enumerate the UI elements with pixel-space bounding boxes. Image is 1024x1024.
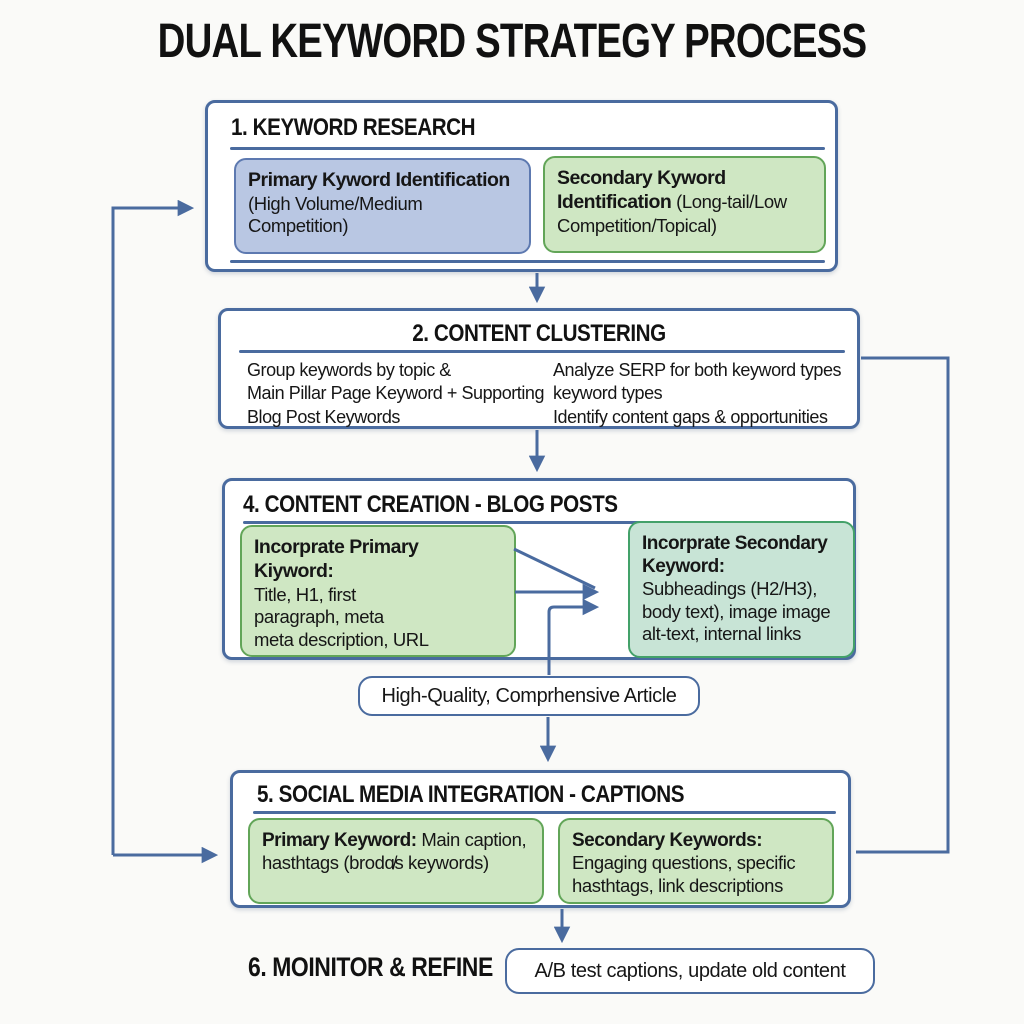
note-article-label: High-Quality, Comprhensive Article: [381, 684, 677, 707]
creation-primary-line: Title, H1, first: [254, 583, 356, 605]
clustering-left-line: Blog Post Keywords: [247, 406, 400, 427]
divider: [239, 350, 845, 353]
creation-secondary-line: Subheadings (H2/H3),: [642, 578, 818, 600]
note-ab-test: [505, 948, 875, 994]
box-keyword-research: [205, 100, 838, 272]
divider: [253, 811, 836, 814]
clustering-left-line: Main Pillar Page Keyword + Supporting: [247, 383, 545, 404]
creation-secondary-line: alt-text, internal links: [642, 623, 802, 645]
clustering-right-line: keyword types: [553, 383, 663, 404]
divider: [230, 260, 825, 263]
chip-social-primary-bold: Primary Keyword:: [262, 830, 417, 851]
chip-social-secondary: [558, 818, 834, 904]
social-secondary-line: hasthtags, link descriptions: [572, 874, 783, 896]
chip-social-primary-line2: hasthtags (brodɑ̸s keywords): [262, 852, 489, 874]
note-ab-test-label: A/B test captions, update old content: [534, 959, 846, 982]
creation-primary-line: meta description, URL: [254, 628, 429, 650]
chip-primary-rest: (High Volume/Medium Competition): [248, 192, 423, 237]
chip-secondary-bold: Secondary Kyword Identification: [557, 167, 726, 213]
chip-social-primary: [248, 818, 544, 904]
chip-secondary-rest: (Long-tail/Low Competition/Topical): [557, 190, 787, 236]
heading-content-clustering: 2. CONTENT CLUSTERING: [412, 320, 666, 347]
box-content-clustering: [218, 308, 860, 429]
box-content-creation: [222, 478, 856, 660]
clustering-right-line: Identify content gaps & opportunities: [553, 406, 828, 427]
chip-primary-keyword-identification: [234, 158, 531, 254]
creation-secondary-line: body text), image image: [642, 600, 831, 622]
clustering-left-line: Group keywords by topic &: [247, 360, 451, 380]
heading-social-media: 5. SOCIAL MEDIA INTEGRATION - CAPTIONS: [257, 781, 685, 808]
box-social-media: [230, 770, 851, 908]
clustering-right-column: [553, 359, 859, 429]
chip-social-secondary-bold: Secondary Keywords:: [572, 830, 763, 851]
creation-primary-line: paragraph, meta: [254, 606, 384, 628]
social-secondary-line: Engaging questions, specific: [572, 852, 796, 874]
chip-incorporate-secondary-bold: Incorprate Secondary Keyword:: [642, 533, 828, 578]
feedback-right-clustering-to-social: [856, 358, 948, 852]
heading-content-creation: 4. CONTENT CREATION - BLOG POSTS: [243, 491, 618, 518]
chip-incorporate-secondary: [628, 521, 855, 658]
divider: [230, 147, 825, 150]
note-article: [358, 676, 700, 716]
chip-incorporate-primary: [240, 525, 516, 657]
feedback-left-to-research: [113, 208, 190, 855]
chip-incorporate-primary-bold: Incorprate Primary Kiyword:: [254, 536, 419, 582]
diagram-title: DUAL KEYWORD STRATEGY PROCESS: [157, 15, 867, 68]
heading-monitor-refine: 6. MOINITOR & REFINE: [248, 952, 493, 982]
chip-social-primary-rest: Main caption,: [416, 829, 527, 850]
chip-secondary-keyword-identification: [543, 156, 826, 253]
chip-primary-bold: Primary Kyword Identification: [248, 169, 510, 191]
heading-keyword-research: 1. KEYWORD RESEARCH: [231, 114, 476, 141]
clustering-right-line: Analyze SERP for both keyword types: [553, 360, 842, 380]
clustering-left-column: [247, 359, 553, 429]
